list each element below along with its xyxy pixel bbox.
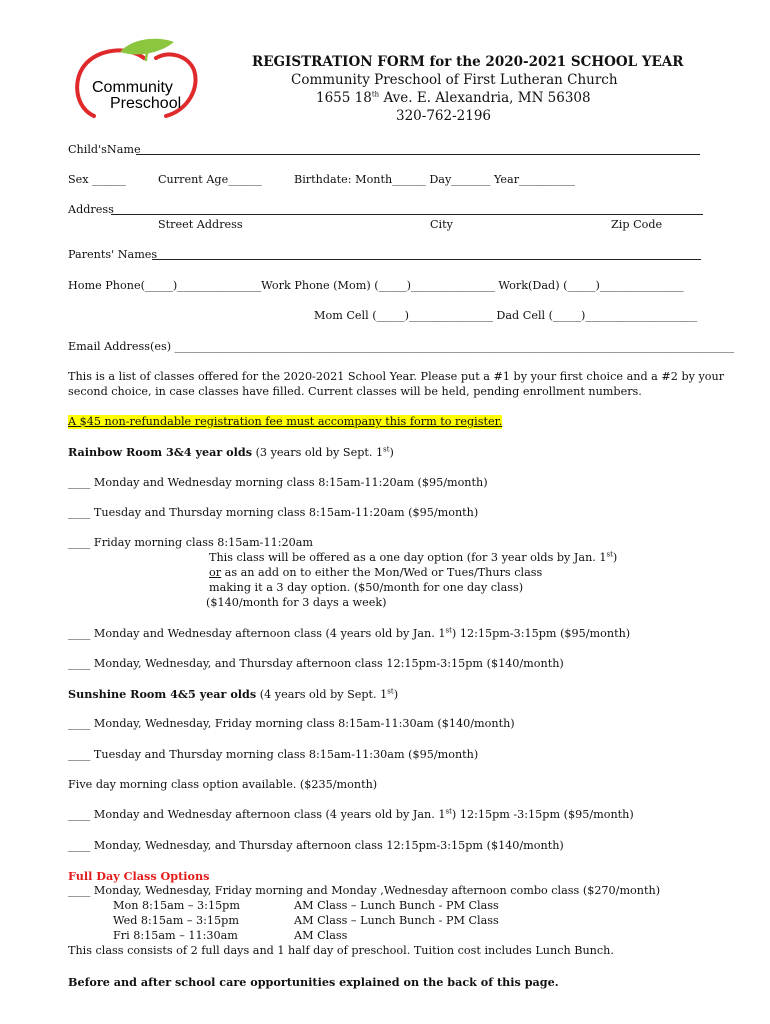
rainbow-class-4-text: ____ Monday and Wednesday afternoon class (4 years old by Jan. 1	[68, 627, 446, 640]
address-number: 1655 18	[316, 90, 372, 106]
street-address-caption: Street Address	[158, 218, 243, 231]
address-field[interactable]	[111, 214, 703, 215]
child-name-label: Child'sName	[68, 143, 141, 156]
full-day-class-1[interactable]: ____ Monday, Wednesday, Friday morning and Monday ,Wednesday afternoon combo class ($270/month)	[68, 884, 661, 897]
sunshine-class-4[interactable]: ____ Monday, Wednesday, and Thursday afternoon class 12:15pm-3:15pm ($140/month)	[68, 839, 564, 852]
five-day-option: Five day morning class option available. ($235/month)	[68, 778, 378, 791]
full-day-mon-schedule: AM Class – Lunch Bunch - PM Class	[294, 899, 499, 912]
rainbow-class-2[interactable]: ____ Tuesday and Thursday morning class 8:15am-11:20am ($95/month)	[68, 506, 479, 519]
sunshine-class-1[interactable]: ____ Monday, Wednesday, Friday morning class 8:15am-11:30am ($140/month)	[68, 717, 515, 730]
rainbow-class-4[interactable]	[68, 627, 630, 641]
sunshine-room-heading	[68, 687, 398, 702]
desc-1-text: This class will be offered as a one day option (for 3 year olds by Jan. 1	[209, 551, 607, 564]
current-age-field[interactable]: Current Age______	[158, 173, 262, 186]
full-day-fri-time: Fri 8:15am – 11:30am	[113, 929, 238, 942]
community-preschool-logo	[70, 36, 210, 120]
intro-line-1: This is a list of classes offered for the 2020-2021 School Year. Please put a #1 by your first choice and a #2 by your	[68, 370, 725, 383]
child-name-field[interactable]	[136, 154, 700, 155]
address-rest: Ave. E. Alexandria, MN 56308	[379, 90, 591, 106]
sunshine-class-3-text: ____ Monday and Wednesday afternoon class (4 years old by Jan. 1	[68, 808, 446, 821]
sunshine-note-sup: st	[387, 687, 394, 696]
sunshine-class-3-sup: st	[445, 807, 452, 816]
zip-code-caption: Zip Code	[611, 218, 663, 231]
sunshine-note: (4 years old by Sept. 1	[256, 688, 388, 701]
desc-1-sup: st	[606, 550, 613, 559]
rainbow-class-3-desc-2	[209, 566, 542, 580]
address-suffix: th	[371, 90, 380, 99]
sunshine-class-3[interactable]	[68, 808, 634, 822]
full-day-wed-time: Wed 8:15am – 3:15pm	[113, 914, 239, 927]
logo-line-1: Community	[92, 79, 173, 96]
full-day-fri-schedule: AM Class	[294, 929, 348, 942]
sunshine-class-2[interactable]: ____ Tuesday and Thursday morning class 8:15am-11:30am ($95/month)	[68, 748, 479, 761]
email-field[interactable]: Email Address(es) ____________________________________________________________________________________________________	[68, 340, 735, 353]
address-label: Address	[68, 203, 114, 216]
org-name: Community Preschool of First Lutheran Church	[291, 72, 618, 88]
full-day-summary: This class consists of 2 full days and 1 half day of preschool. Tuition cost includes Lunch Bunch.	[68, 944, 614, 957]
rainbow-class-1[interactable]: ____ Monday and Wednesday morning class 8:15am-11:20am ($95/month)	[68, 476, 488, 489]
rainbow-class-3-desc-1	[209, 551, 617, 565]
desc-2-rest: as an add on to either the Mon/Wed or Tues/Thurs class	[221, 566, 543, 579]
footer-note: Before and after school care opportunities explained on the back of this page.	[68, 975, 559, 989]
rainbow-note: (3 years old by Sept. 1	[252, 446, 384, 459]
sunshine-class-3-end: ) 12:15pm -3:15pm ($95/month)	[451, 808, 634, 821]
birthdate-field[interactable]: Birthdate: Month______ Day_______ Year__________	[294, 173, 575, 186]
parents-names-field[interactable]	[152, 259, 701, 260]
desc-1-end: )	[612, 551, 618, 564]
rainbow-note-end: )	[389, 446, 394, 459]
city-caption: City	[430, 218, 453, 231]
sunshine-note-end: )	[393, 688, 399, 701]
parents-names-label: Parents' Names	[68, 248, 158, 261]
cell-phone-fields[interactable]: Mom Cell (_____)_______________ Dad Cell (_____)____________________	[314, 309, 698, 322]
full-day-heading: Full Day Class Options	[68, 869, 210, 883]
org-phone: 320-762-2196	[396, 108, 492, 124]
intro-line-2: second choice, in case classes have filled. Current classes will be held, pending enrollment numbers.	[68, 385, 642, 398]
form-title: REGISTRATION FORM for the 2020-2021 SCHOOL YEAR	[252, 54, 684, 70]
rainbow-room-title: Rainbow Room 3&4 year olds	[68, 445, 253, 459]
full-day-mon-time: Mon 8:15am – 3:15pm	[113, 899, 240, 912]
registration-fee-notice: A $45 non-refundable registration fee must accompany this form to register.	[68, 415, 503, 428]
rainbow-class-5[interactable]: ____ Monday, Wednesday, and Thursday afternoon class 12:15pm-3:15pm ($140/month)	[68, 657, 564, 670]
rainbow-room-heading	[68, 445, 394, 460]
rainbow-class-4-end: ) 12:15pm-3:15pm ($95/month)	[451, 627, 631, 640]
rainbow-class-3[interactable]: ____ Friday morning class 8:15am-11:20am	[68, 536, 313, 549]
rainbow-note-sup: st	[383, 445, 390, 454]
desc-2-or: or	[209, 566, 222, 579]
rainbow-class-3-desc-3: making it a 3 day option. ($50/month for one day class)	[209, 581, 524, 594]
rainbow-class-3-desc-4: ($140/month for 3 days a week)	[206, 596, 387, 609]
rainbow-class-4-sup: st	[445, 626, 452, 635]
full-day-wed-schedule: AM Class – Lunch Bunch - PM Class	[294, 914, 499, 927]
sunshine-room-title: Sunshine Room 4&5 year olds	[68, 687, 257, 701]
phone-fields[interactable]: Home Phone(_____)_______________Work Phone (Mom) (_____)_______________ Work(Dad) (_____)_______________	[68, 279, 684, 292]
org-address	[316, 90, 591, 106]
sex-field[interactable]: Sex ______	[68, 173, 126, 186]
logo-line-2: Preschool	[110, 95, 182, 112]
